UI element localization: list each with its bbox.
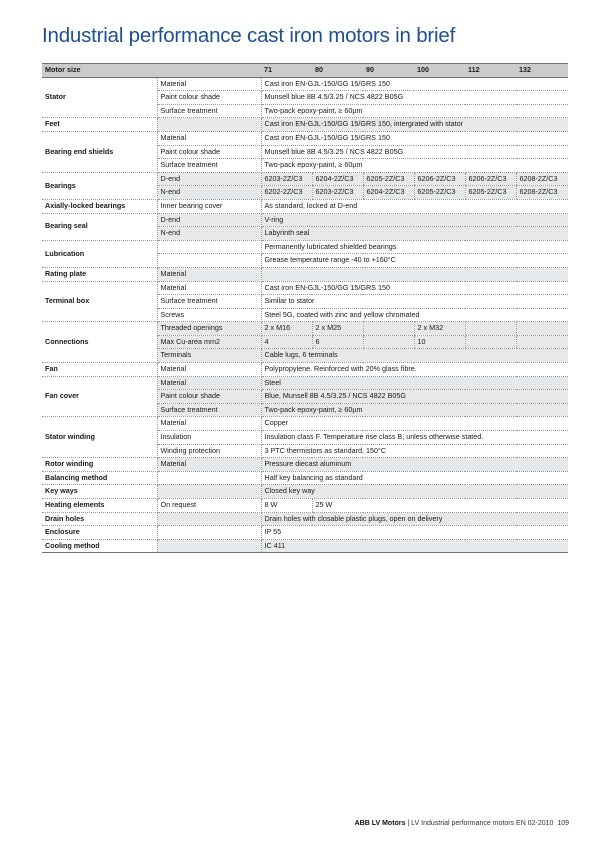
footer-text: LV Industrial performance motors EN 02-2010	[411, 820, 554, 827]
footer-separator: |	[405, 820, 412, 827]
property-label	[157, 471, 261, 485]
group-label: Bearings	[42, 172, 157, 199]
value-cell: Two-pack epoxy-paint, ≥ 60µm	[261, 104, 568, 118]
table-row	[42, 485, 568, 499]
value-cell: Cast iron EN-GJL-150/GG 15/GRS 150	[261, 281, 568, 295]
value-cell: V-ring	[261, 213, 568, 227]
property-label: D-end	[157, 213, 261, 227]
value-cell: 6203-2Z/C3	[261, 172, 312, 186]
value-cell: Insulation class F. Temperature rise class B, unless otherwise stated.	[261, 431, 568, 445]
table-header	[42, 64, 568, 78]
header-motor-size: Motor size	[42, 64, 261, 78]
value-cell: IP 55	[261, 526, 568, 540]
page-footer	[355, 820, 569, 827]
value-cell: Polypropylene. Reinforced with 20% glass fibre.	[261, 363, 568, 377]
group-label: Lubrication	[42, 240, 157, 267]
value-cell: Two-pack epoxy-paint, ≥ 60µm	[261, 159, 568, 173]
group-label: Rotor winding	[42, 458, 157, 472]
value-cell: 2 x M16	[261, 322, 312, 336]
value-cell: Munsell blue 8B 4.5/3.25 / NCS 4822 B05G	[261, 145, 568, 159]
footer-brand: ABB LV Motors	[354, 820, 406, 827]
table-row	[42, 363, 568, 377]
property-label: Winding protection	[157, 444, 261, 458]
group-label: Key ways	[42, 485, 157, 499]
group-label: Heating elements	[42, 499, 157, 513]
table-row	[42, 471, 568, 485]
table-row	[42, 322, 568, 336]
value-cell: 4	[261, 335, 312, 349]
group-label: Bearing seal	[42, 213, 157, 240]
group-label: Balancing method	[42, 471, 157, 485]
value-cell: Closed key way	[261, 485, 568, 499]
value-cell: Labyrinth seal	[261, 227, 568, 241]
value-cell: Copper	[261, 417, 568, 431]
value-cell	[516, 322, 568, 336]
value-cell: Pressure diecast aluminum	[261, 458, 568, 472]
table-row	[42, 199, 568, 213]
property-label: Terminals	[157, 349, 261, 363]
group-label: Enclosure	[42, 526, 157, 540]
group-label: Cooling method	[42, 539, 157, 553]
group-label: Axially-locked bearings	[42, 199, 157, 213]
value-cell	[465, 322, 516, 336]
header-size: 80	[312, 64, 363, 78]
value-cell: Cast iron EN-GJL-150/GG 15/GRS 150	[261, 77, 568, 91]
value-cell: 2 x M32	[414, 322, 465, 336]
value-cell	[363, 322, 414, 336]
table-row	[42, 526, 568, 540]
group-label: Rating plate	[42, 267, 157, 281]
group-label: Stator winding	[42, 417, 157, 458]
value-cell: Permanently lubricated shielded bearings	[261, 240, 568, 254]
page-title: Industrial performance cast iron motors in brief	[42, 24, 456, 47]
property-label: Paint colour shade	[157, 145, 261, 159]
value-cell	[261, 267, 568, 281]
table-row	[42, 118, 568, 132]
property-label: Paint colour shade	[157, 91, 261, 105]
value-cell: Cast iron EN-GJL-150/GG 15/GRS 150	[261, 131, 568, 145]
property-label	[157, 485, 261, 499]
value-cell: Drain holes with closable plastic plugs, open on delivery	[261, 512, 568, 526]
header-size: 71	[261, 64, 312, 78]
property-label	[157, 539, 261, 553]
value-cell: 6205-2Z/C3	[465, 186, 516, 200]
table-row	[42, 376, 568, 390]
value-cell	[363, 335, 414, 349]
value-cell: 6206-2Z/C3	[414, 172, 465, 186]
property-label: Material	[157, 131, 261, 145]
table-row	[42, 281, 568, 295]
table-row	[42, 539, 568, 553]
table-row	[42, 172, 568, 186]
header-size: 100	[414, 64, 465, 78]
value-cell: Steel	[261, 376, 568, 390]
value-cell: 6202-2Z/C3	[261, 186, 312, 200]
value-cell: 8 W	[261, 499, 312, 513]
property-label: Material	[157, 363, 261, 377]
property-label	[157, 118, 261, 132]
value-cell	[465, 335, 516, 349]
specification-table	[42, 63, 568, 553]
value-cell: 6206-2Z/C3	[465, 172, 516, 186]
property-label: Material	[157, 281, 261, 295]
value-cell: Munsell blue 8B 4.5/3.25 / NCS 4822 B05G	[261, 91, 568, 105]
value-cell: Steel 5G, coated with zinc and yellow chromated	[261, 308, 568, 322]
table-row	[42, 417, 568, 431]
property-label	[157, 526, 261, 540]
property-label: Surface treatment	[157, 159, 261, 173]
value-cell: 6	[312, 335, 363, 349]
property-label: N-end	[157, 227, 261, 241]
property-label: Insulation	[157, 431, 261, 445]
value-cell: Cast iron EN-GJL-150/GG 15/GRS 150, intergrated with stator	[261, 118, 568, 132]
value-cell: Cable lugs, 6 terminals	[261, 349, 568, 363]
table-row	[42, 458, 568, 472]
value-cell: Two-pack epoxy-paint, ≥ 60µm	[261, 403, 568, 417]
property-label: Material	[157, 417, 261, 431]
property-label	[157, 512, 261, 526]
property-label: Surface treatment	[157, 295, 261, 309]
value-cell: 2 x M25	[312, 322, 363, 336]
value-cell: 6204-2Z/C3	[312, 172, 363, 186]
page-number: 109	[557, 820, 569, 827]
value-cell: Half key balancing as standard	[261, 471, 568, 485]
value-cell: 3 PTC thermistors as standard, 150°C	[261, 444, 568, 458]
property-label: Max Cu-area mm2	[157, 335, 261, 349]
group-label: Connections	[42, 322, 157, 363]
value-cell: 6205-2Z/C3	[363, 172, 414, 186]
property-label: Surface treatment	[157, 403, 261, 417]
value-cell: Blue, Munsell 8B 4.5/3.25 / NCS 4822 B05G	[261, 390, 568, 404]
group-label: Bearing end shields	[42, 131, 157, 172]
value-cell: Grease temperature range -40 to +160°C	[261, 254, 568, 268]
table-row	[42, 240, 568, 254]
value-cell: 25 W	[312, 499, 568, 513]
header-size: 132	[516, 64, 568, 78]
value-cell: 6203-2Z/C3	[312, 186, 363, 200]
table-row	[42, 131, 568, 145]
property-label: Material	[157, 458, 261, 472]
property-label: D-end	[157, 172, 261, 186]
property-label: Screws	[157, 308, 261, 322]
property-label: Threaded openings	[157, 322, 261, 336]
table-row	[42, 77, 568, 91]
property-label: Material	[157, 267, 261, 281]
value-cell: 6208-2Z/C3	[516, 186, 568, 200]
value-cell: As standard, locked at D-end	[261, 199, 568, 213]
property-label: Paint colour shade	[157, 390, 261, 404]
value-cell: Similar to stator	[261, 295, 568, 309]
property-label: Material	[157, 376, 261, 390]
property-label: N-end	[157, 186, 261, 200]
value-cell: 6205-2Z/C3	[414, 186, 465, 200]
header-size: 90	[363, 64, 414, 78]
property-label: Material	[157, 77, 261, 91]
table-row	[42, 512, 568, 526]
group-label: Fan	[42, 363, 157, 377]
table-row	[42, 267, 568, 281]
group-label: Fan cover	[42, 376, 157, 417]
property-label	[157, 240, 261, 254]
property-label: On request	[157, 499, 261, 513]
group-label: Stator	[42, 77, 157, 118]
value-cell	[516, 335, 568, 349]
header-size: 112	[465, 64, 516, 78]
property-label	[157, 254, 261, 268]
table-row	[42, 213, 568, 227]
group-label: Terminal box	[42, 281, 157, 322]
table-row	[42, 499, 568, 513]
value-cell: 10	[414, 335, 465, 349]
value-cell: IC 411	[261, 539, 568, 553]
group-label: Drain holes	[42, 512, 157, 526]
property-label: Surface treatment	[157, 104, 261, 118]
value-cell: 6204-2Z/C3	[363, 186, 414, 200]
property-label: Inner bearing cover	[157, 199, 261, 213]
group-label: Feet	[42, 118, 157, 132]
value-cell: 6208-2Z/C3	[516, 172, 568, 186]
